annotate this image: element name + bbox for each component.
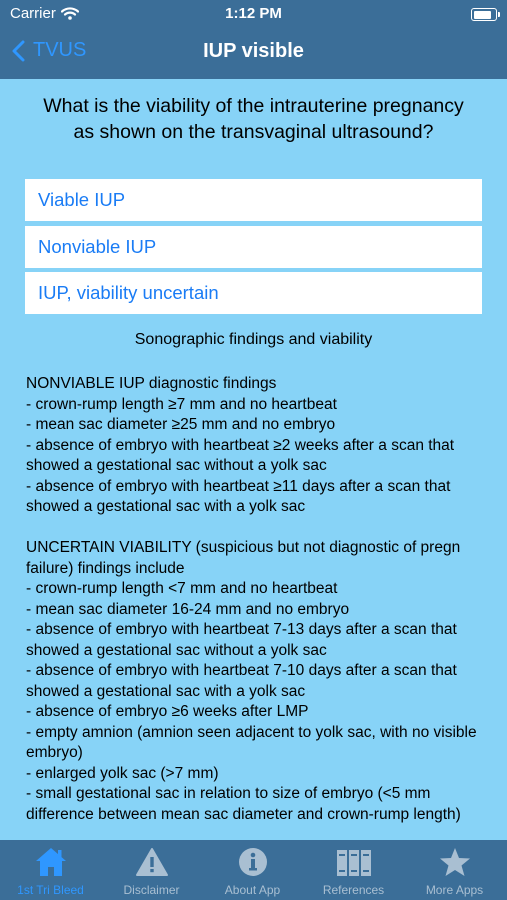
battery-icon [471, 8, 497, 21]
tab-references[interactable] [303, 840, 404, 900]
star-icon [438, 846, 472, 878]
question-text: What is the viability of the intrauterine pregnancy as shown on the transvaginal ultrasound? [43, 95, 464, 143]
tab-label: References [322, 883, 385, 897]
books-icon [335, 846, 373, 878]
status-time: 1:12 PM [225, 5, 282, 22]
top-bar [0, 0, 507, 79]
page-title: IUP visible [203, 40, 304, 62]
tab-bar [0, 840, 507, 900]
section-heading: Sonographic findings and viability [134, 331, 373, 348]
findings-text: NONVIABLE IUP diagnostic findings - crown-rump length ≥7 mm and no heartbeat - mean sac diameter ≥25 mm and no embryo - absence of embryo with heartbeat ≥2 weeks after a scan that showed a gestational sac without a yolk sac - absence of embryo with heartbeat ≥11 days after a scan that showed a gestational sac with a yolk sac UNCERTAIN VIABILITY (suspicious but not diagnostic of pregn failure) findings include - crown-rump length <7 mm and no heartbeat - mean sac diameter 16-24 mm and no embryo - absence of embryo with heartbeat 7-13 days after a scan that showed a gestational sac without a yolk sac - absence of embryo with heartbeat 7-10 days after a scan that showed a gestational sac with a yolk sac - absence of embryo ≥6 weeks after LMP - empty amnion (amnion seen adjacent to yolk sac, with no visible embryo) - enlarged yolk sac (>7 mm) - small gestational sac in relation to size of embryo (<5 mm difference between mean sac diameter and crown-rump length) [26, 375, 477, 823]
status-bar [0, 0, 507, 28]
tab-label: Disclaimer [123, 883, 180, 897]
tab-label: More Apps [425, 883, 484, 897]
tab-label: 1st Tri Bleed [17, 883, 84, 897]
main-content[interactable] [0, 79, 507, 840]
carrier-label: Carrier [10, 5, 56, 22]
option-viability-uncertain[interactable]: IUP, viability uncertain [25, 272, 482, 314]
tab-about-app[interactable] [202, 840, 303, 900]
tab-1st-tri-bleed[interactable] [0, 840, 101, 900]
tab-disclaimer[interactable] [101, 840, 202, 900]
info-icon [236, 846, 270, 878]
back-label: TVUS [33, 39, 87, 61]
warning-icon [135, 846, 169, 878]
tab-label: About App [224, 883, 281, 897]
home-icon [34, 846, 68, 878]
navigation-bar [0, 30, 507, 74]
tab-more-apps[interactable] [404, 840, 505, 900]
option-viable-iup[interactable]: Viable IUP [25, 179, 482, 221]
option-nonviable-iup[interactable]: Nonviable IUP [25, 226, 482, 268]
